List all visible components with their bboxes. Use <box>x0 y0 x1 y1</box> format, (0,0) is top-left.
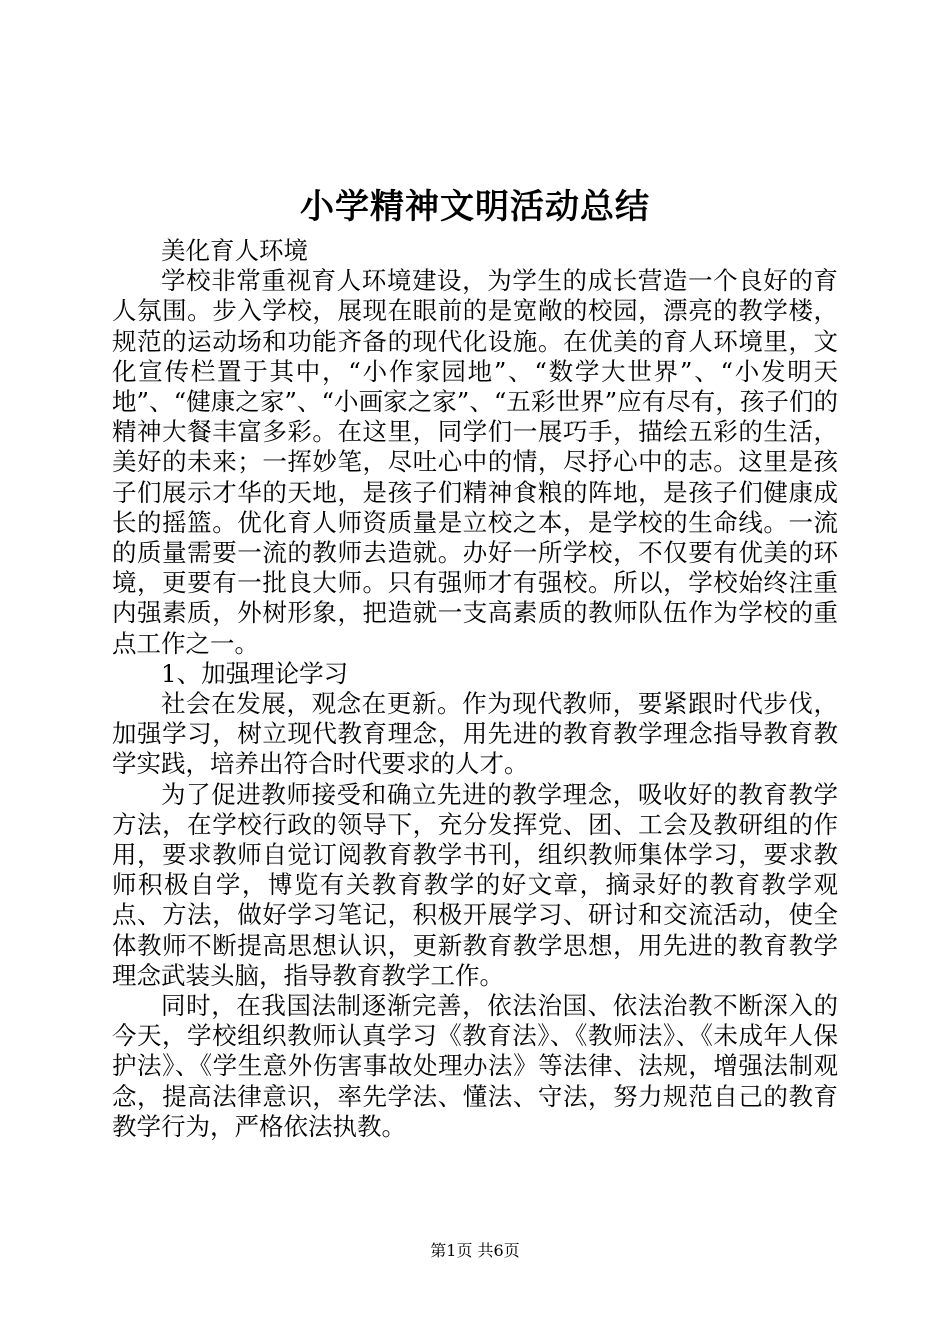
section-heading: 1、加强理论学习 <box>161 658 349 688</box>
section-heading: 美化育人环境 <box>161 236 308 265</box>
document-title: 小学精神文明活动总结 <box>300 187 650 227</box>
body-paragraph: 为了促进教师接受和确立先进的教学理念，吸收好的教育教学方法，在学校行政的领导下，充分发挥党、团、工会及教研组的作用，要求教师自觉订阅教育教学书刊，组织教师集体学习，要求教师积极自学，博览有关教育教学的好文章，摘录好的教育教学观点、方法，做好学习笔记，积极开展学习、研讨和交流活动，使全体教师不断提高思想认识，更新教育教学思想，用先进的教育教学理念武装头脑，指导教育教学工作。 <box>112 779 838 990</box>
document-body <box>112 236 838 1142</box>
body-paragraph: 学校非常重视育人环境建设，为学生的成长营造一个良好的育人氛围。步入学校，展现在眼前的是宽敞的校园，漂亮的教学楼，规范的运动场和功能齐备的现代化设施。在优美的育人环境里，文化宣传栏置于其中，“小作家园地”、“数学大世界”、“小发明天地”、“健康之家”、“小画家之家”、“五彩世界”应有尽有，孩子们的精神大餐丰富多彩。在这里，同学们一展巧手，描绘五彩的生活，美好的未来；一挥妙笔，尽吐心中的情，尽抒心中的志。这里是孩子们展示才华的天地，是孩子们精神食粮的阵地，是孩子们健康成长的摇篮。优化育人师资质量是立校之本，是学校的生命线。一流的质量需要一流的教师去造就。办好一所学校，不仅要有优美的环境，更要有一批良大师。只有强师才有强校。所以，学校始终注重内强素质，外树形象，把造就一支高素质的教师队伍作为学校的重点工作之一。 <box>112 266 838 658</box>
body-paragraph: 同时，在我国法制逐渐完善，依法治国、依法治教不断深入的今天，学校组织教师认真学习《教育法》、《教师法》、《未成年人保护法》、《学生意外伤害事故处理办法》等法律、法规，增强法制观念，提高法律意识，率先学法、懂法、守法，努力规范自己的教育教学行为，严格依法执教。 <box>112 991 838 1141</box>
page-number-footer: 第1页 共6页 <box>430 1241 520 1260</box>
body-paragraph: 社会在发展，观念在更新。作为现代教师，要紧跟时代步伐，加强学习，树立现代教育理念，用先进的教育教学理念指导教育教学实践，培养出符合时代要求的人才。 <box>112 689 838 779</box>
